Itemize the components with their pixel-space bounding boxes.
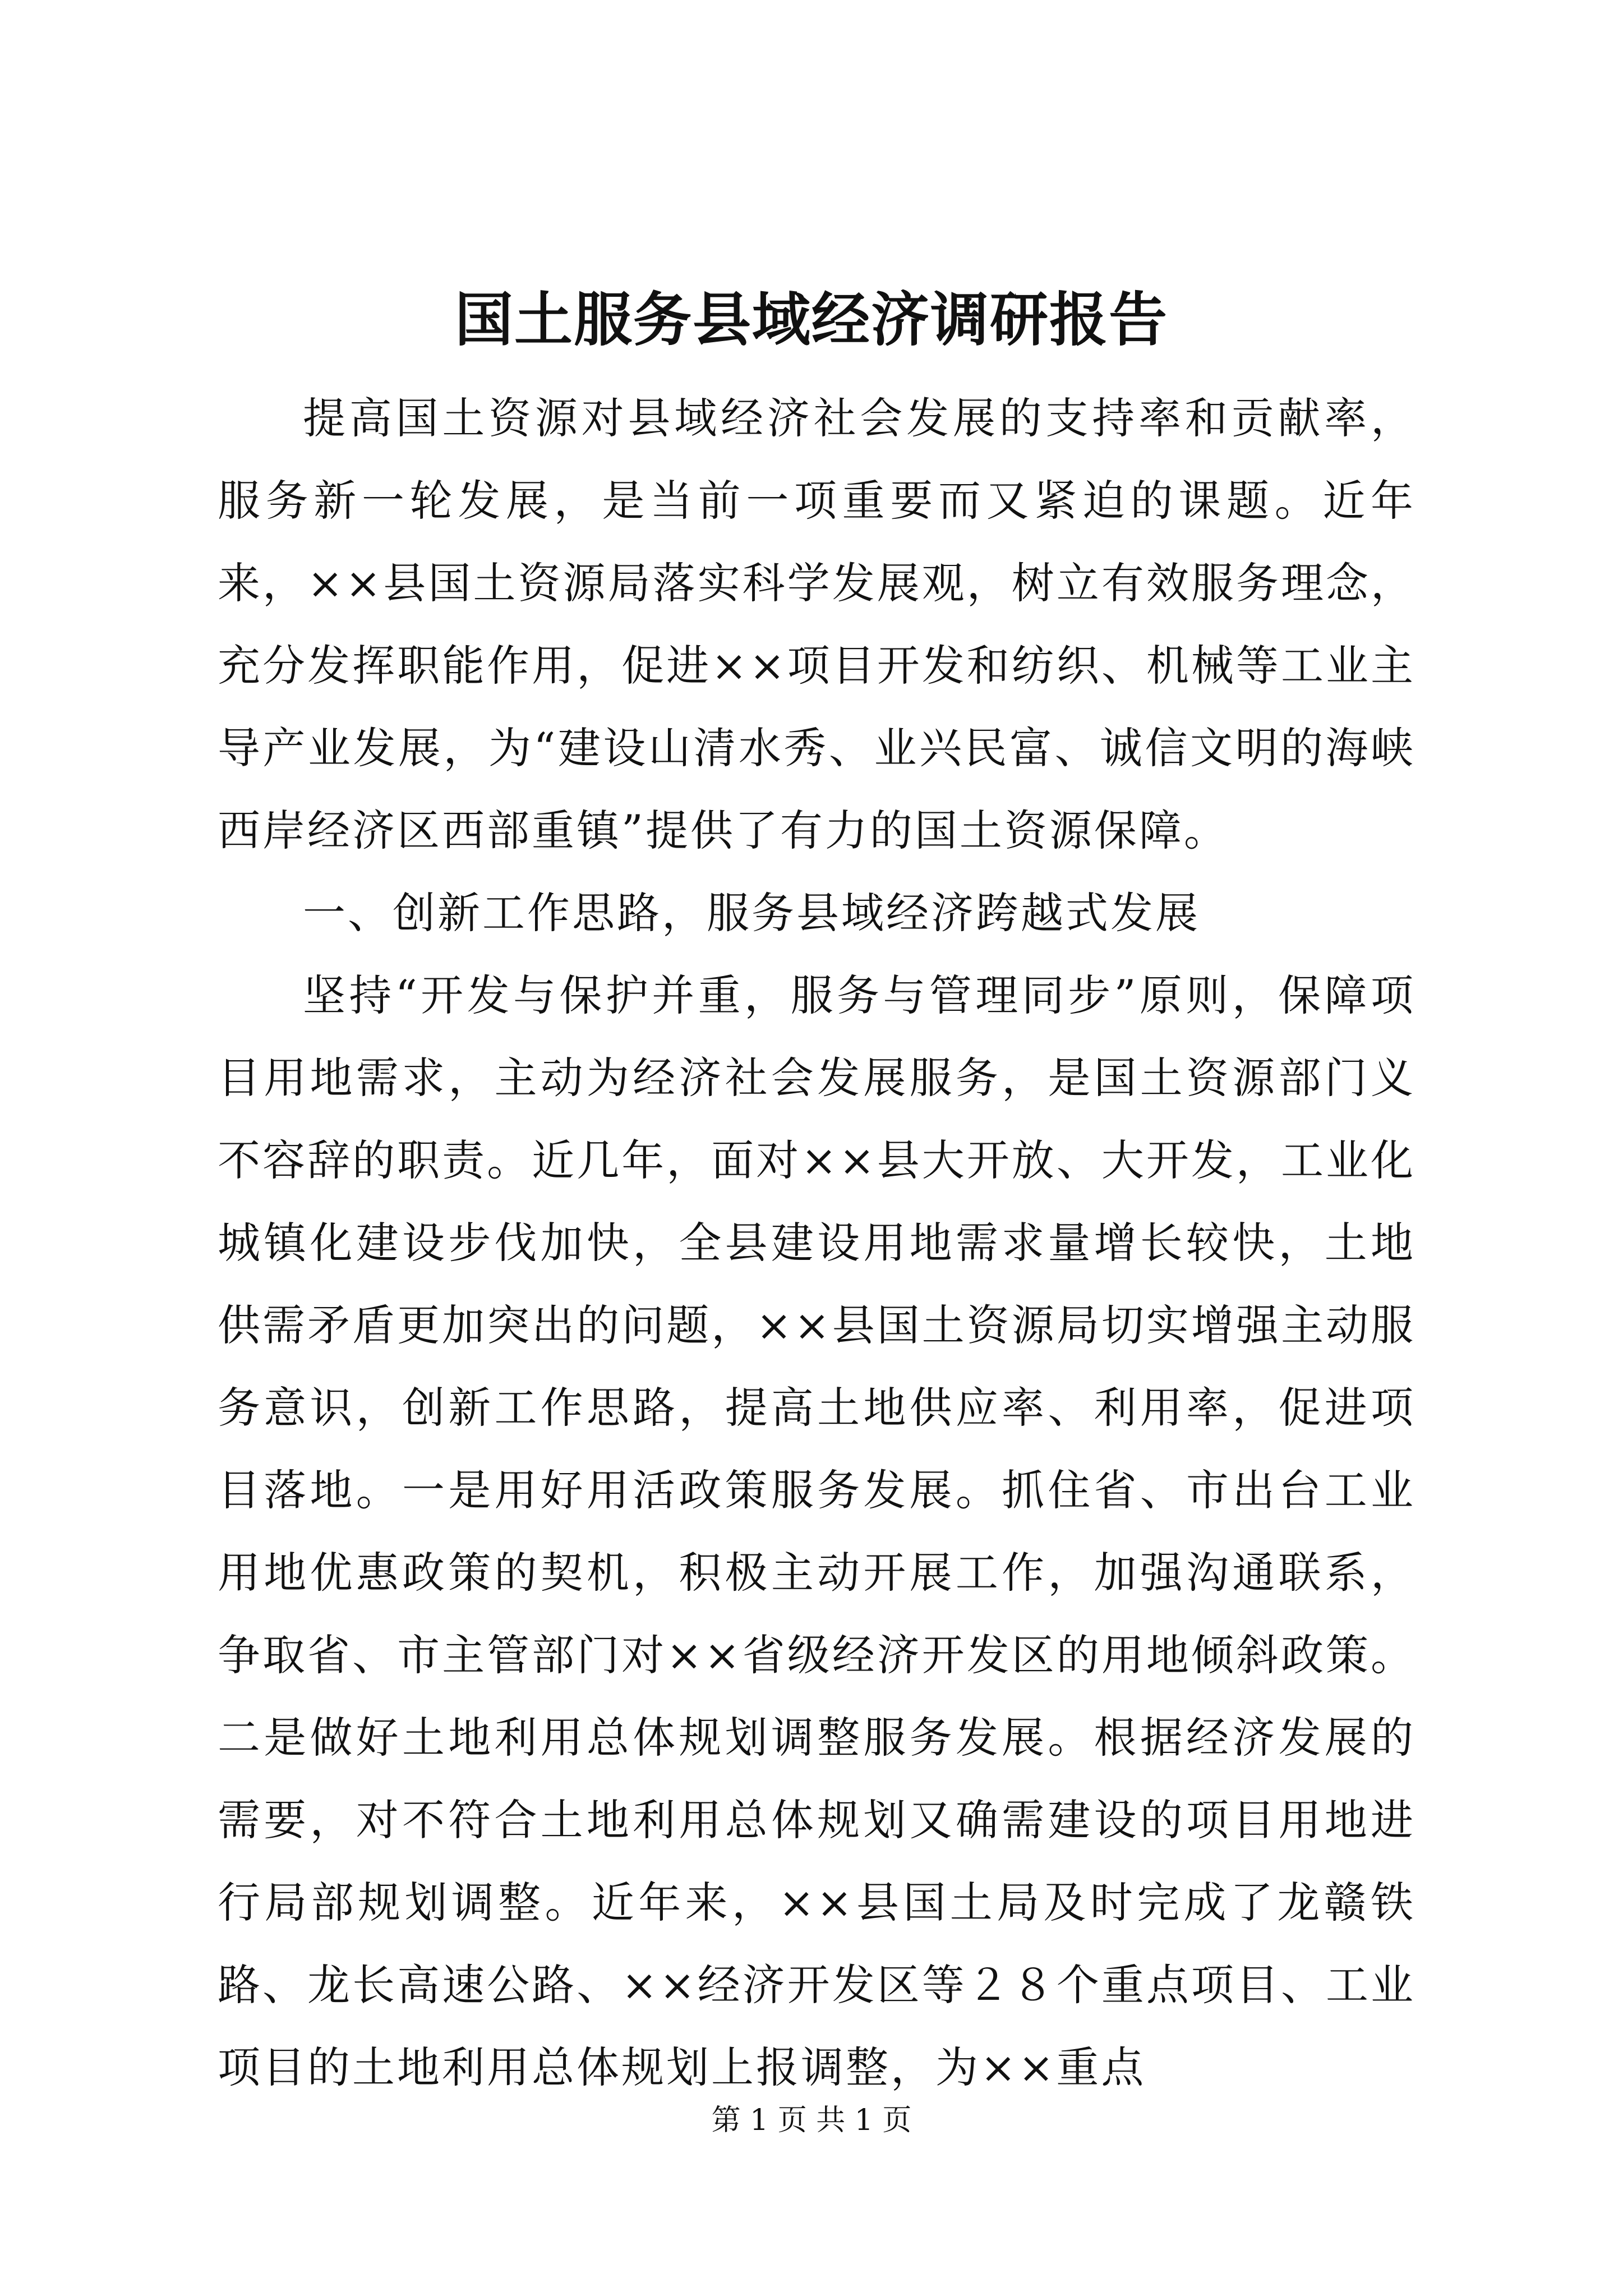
document-body <box>218 377 1415 2109</box>
section-heading: 一、创新工作思路，服务县域经济跨越式发展 <box>303 888 1200 938</box>
body-paragraph: 坚持“开发与保护并重，服务与管理同步”原则，保障项目用地需求，主动为经济社会发展服务，是国土资源部门义不容辞的职责。近几年，面对××县大开放、大开发，工业化城镇化建设步伐加快，全县建设用地需求量增长较快，土地供需矛盾更加突出的问题，××县国土资源局切实增强主动服务意识，创新工作思路，提高土地供应率、利用率，促进项目落地。一是用好用活政策服务发展。抓住省、市出台工业用地优惠政策的契机，积极主动开展工作，加强沟通联系，争取省、市主管部门对××省级经济开发区的用地倾斜政策。二是做好土地利用总体规划调整服务发展。根据经济发展的需要，对不符合土地利用总体规划又确需建设的项目用地进行局部规划调整。近年来，××县国土局及时完成了龙赣铁路、龙长高速公路、××经济开发区等２８个重点项目、工业项目的土地利用总体规划上报调整，为××重点 <box>218 970 1415 2092</box>
intro-paragraph: 提高国土资源对县域经济社会发展的支持率和贡献率，服务新一轮发展，是当前一项重要而又紧迫的课题。近年来，××县国土资源局落实科学发展观，树立有效服务理念，充分发挥职能作用，促进××项目开发和纺织、机械等工业主导产业发展，为“建设山清水秀、业兴民富、诚信文明的海峡西岸经济区西部重镇”提供了有力的国土资源保障。 <box>218 393 1415 855</box>
document-title: 国土服务县域经济调研报告 <box>454 285 1168 354</box>
page-footer: 第 1 页 共 1 页 <box>711 2104 912 2137</box>
